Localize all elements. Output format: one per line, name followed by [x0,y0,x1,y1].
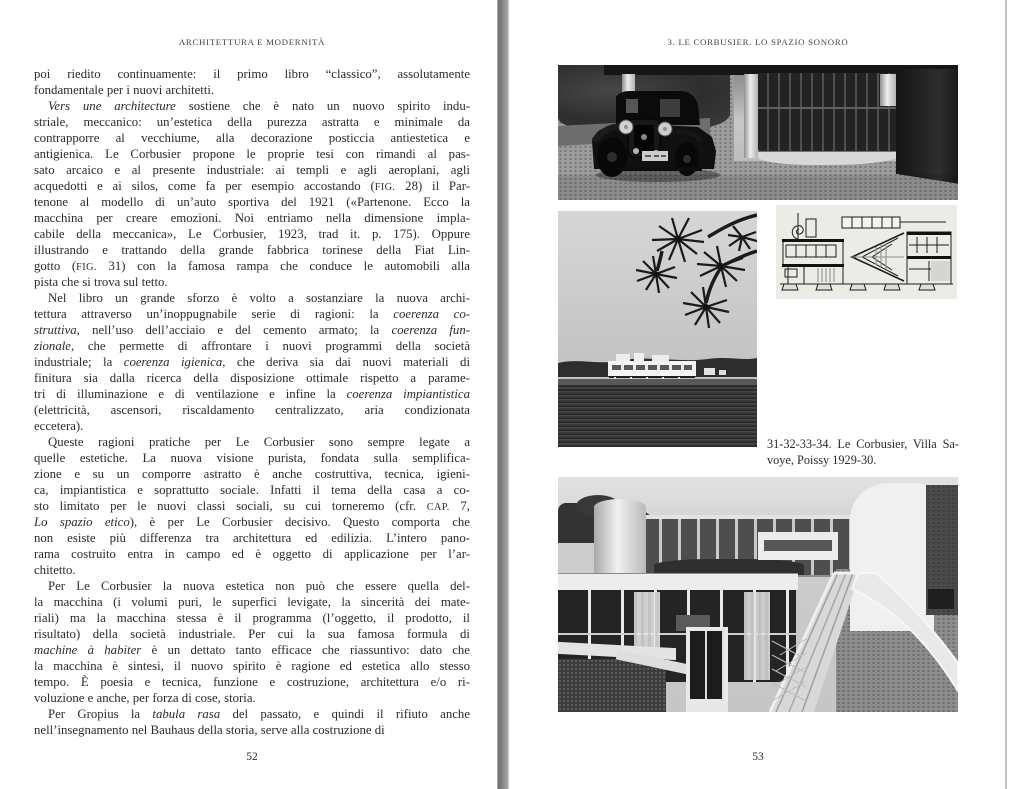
dark-glass-volume [896,69,958,191]
text-segment: (elettricità, ascensori, riscaldamento centralizzato, aria condizionata [34,403,470,417]
text-line [34,387,470,403]
text-line [34,531,470,547]
text-segment: macchina per creare emozioni. Noi entriamo nella dimensione impla- [34,211,470,225]
text-line [34,403,470,419]
text-segment: ), è per Le Corbusier decisivo. Questo comporta che [129,515,470,529]
text-segment: industriale; la [34,355,124,369]
text-line [34,211,470,227]
section-linework [776,205,957,299]
text-line [34,67,470,83]
text-segment: 28) il Par- [395,179,470,193]
text-line [34,227,470,243]
text-line [34,595,470,611]
text-line [34,195,470,211]
left-page-number: 52 [246,751,258,763]
text-segment: , nell’uso dell’acciaio e del cemento armato; la [76,323,392,337]
text-line [34,627,470,643]
smallcaps-text-segment: FIG. [374,182,396,193]
text-segment: 7, [449,499,470,513]
text-line [34,611,470,627]
italic-text-segment: zionale [34,339,71,353]
text-segment: tenone al modello di un’auto sportiva del 1921 («Partenone. Ecco la [34,195,470,209]
italic-text-segment: coerenza impiantistica [346,387,470,401]
text-line [34,435,470,451]
italic-text-segment: machine à habiter [34,643,142,657]
text-segment: sostiene che è nato un nuovo spirito indu- [175,99,470,113]
right-running-head: 3. LE CORBUSIER. LO SPAZIO SONORO [667,37,849,47]
text-segment: chitetto. [34,563,76,577]
text-segment: contrapporre al vecchiume, alla decorazione posticcia antiestetica e [34,131,470,145]
text-line [34,483,470,499]
text-line [34,147,470,163]
text-line [34,243,470,259]
text-segment: illustrando e trattando della grande fabbrica torinese della Fiat Lin- [34,243,470,257]
text-segment: antigienica. Le Corbusier propone le proprie tesi con rimandi al pas- [34,147,470,161]
text-line [34,275,470,291]
figure-caption [767,437,959,468]
italic-text-segment: coerenza fun- [391,323,470,337]
ramp-and-parapet [558,477,958,712]
figure-photo-villa-behind-pine [558,211,757,447]
text-segment: finitura sia dalla ricerca della disposizione ottimale rispetto a parame- [34,371,470,385]
text-segment: , che permette di affrontare i nuovi programmi della società [70,339,470,353]
text-segment: striale, meccanico: un’estetica della purezza astratta e minimale da [34,115,470,129]
text-line [34,499,470,515]
text-segment: Per Le Corbusier la nuova estetica non può che essere quella del- [48,579,470,593]
text-segment: 31) con la famosa rampa che conduce le automobili alla [96,259,470,273]
figure-section-drawing [776,205,957,299]
text-segment: rama costruito entra in campo ed è oggetto di applicazione per l’ar- [34,547,470,561]
text-line [34,179,470,195]
text-segment: gotto ( [34,259,77,273]
foreground-gravel-shade [558,175,958,200]
text-line [34,83,470,99]
text-segment: sato arcaico e al presente industriale: ai templi e agli aeroplani, agli [34,163,470,177]
text-segment: del passato, e quindi il rifiuto anche [220,707,470,721]
text-line [34,707,470,723]
text-segment: poi riedito continuamente: il primo libro “classico”, assolutamente [34,67,470,81]
text-segment: nell’insegnamento nel Bauhaus della storia, serve alla costruzione di [34,723,385,737]
text-line [34,515,470,531]
figure-photo-roof-terrace-ramp [558,477,958,712]
text-segment: la macchina (i volumi puri, le superfici levigate, la sincerità dei mate- [34,595,470,609]
italic-text-segment: tabula rasa [152,707,221,721]
text-segment: , che deriva sia dai nuovi materiali di [222,355,470,369]
text-segment: Per Gropius la [48,707,153,721]
smallcaps-text-segment: FIG. [76,262,97,273]
rotunda-frame-bar [758,107,898,109]
text-line [34,451,470,467]
italic-text-segment: coerenza co- [393,307,470,321]
text-line [34,419,470,435]
text-line [34,131,470,147]
book-gutter-shadow [497,0,509,789]
text-line [34,323,470,339]
text-line [34,355,470,371]
smallcaps-text-segment: CAP. [426,502,450,513]
text-segment: la macchina è sintesi, il nuovo spirito è ragione ed estetica allo stesso [34,659,470,673]
text-line [34,723,470,739]
text-segment: non esiste più differenza tra architettura ed edilizia. L’intero pano- [34,531,470,545]
italic-text-segment: Lo spazio etico [34,515,130,529]
villa-ribbon-window [612,365,692,370]
text-line [34,675,470,691]
outbuilding-white [719,370,726,375]
italic-text-segment: struttiva [34,323,77,337]
text-line [34,547,470,563]
text-segment: tettura attraverso un’inoppugnabile serie di ragioni: la [34,307,394,321]
text-segment: zione e su un comporre astratto è anche costruttiva, tecnica, igieni- [34,467,470,481]
text-line [34,163,470,179]
text-line [34,579,470,595]
text-segment: fondamentale per i nuovi architetti. [34,83,215,97]
mown-band [558,379,757,385]
text-line [34,563,470,579]
piloti-column-center [744,74,758,158]
italic-text-segment: Vers une architecture [48,99,176,113]
figure-photo-car-at-pilotis [558,65,958,200]
text-segment: pista che si trova sul tetto. [34,275,168,289]
outbuilding-white [704,368,715,375]
text-segment: sto limitato per le nuovi classi sociali, su cui torneremo (cfr. [34,499,427,513]
text-segment: voluzione e anche, per forza di cose, storia. [34,691,256,705]
scan-edge-line [1005,0,1007,789]
italic-text-segment: coerenza igienica [123,355,223,369]
glass-rotunda [758,73,898,161]
piloti-column-right [880,74,896,106]
text-segment: Queste ragioni pratiche per Le Corbusier sono sempre legate a [48,435,470,449]
vintage-car [586,85,736,183]
text-line [34,339,470,355]
meadow-field [558,383,757,447]
text-segment: tempo. È poesia e tecnica, funzione e costruzione, architettura e/o ri- [34,675,470,689]
body-text [34,67,470,739]
text-segment: cabile della meccanica», Le Corbusier, 1923, trad it. p. 175). Oppure [34,227,470,241]
text-line [34,467,470,483]
text-line [34,259,470,275]
text-segment: Nel libro un grande sforzo è volto a sostanziare la nuova archi- [48,291,470,305]
text-segment: tri di illuminazione e di ventilazione e infine la [34,387,347,401]
text-segment: risultato) della società industriale. Per cui la sua famosa formula di [34,627,470,641]
text-line [34,291,470,307]
text-segment: ca, impiantistica e soprattutto sociale. Infatti il tema della casa a co- [34,483,470,497]
text-line [34,659,470,675]
text-line [34,371,470,387]
text-line [34,115,470,131]
caption-line: 31-32-33-34. Le Corbusier, Villa Sa- [767,437,959,451]
text-segment: è un dettato tanto efficace che riassuntivo: dato che [141,643,470,657]
left-running-head: ARCHITETTURA E MODERNITÀ [178,37,326,47]
text-segment: eccetera). [34,419,84,433]
text-line [34,691,470,707]
text-line [34,99,470,115]
text-segment: riali) ma la macchina stessa è il programma (l’oggetto, il prodotto, il [34,611,470,625]
text-segment: acquedotti e ai silos, come fa per esempio accostando ( [34,179,375,193]
text-segment: quelle estetiche. La nuova visione purista, fondata sulla semplifica- [34,451,470,465]
right-page-number: 53 [752,751,764,763]
text-line [34,643,470,659]
text-line [34,307,470,323]
caption-line: voye, Poissy 1929-30. [767,452,877,467]
